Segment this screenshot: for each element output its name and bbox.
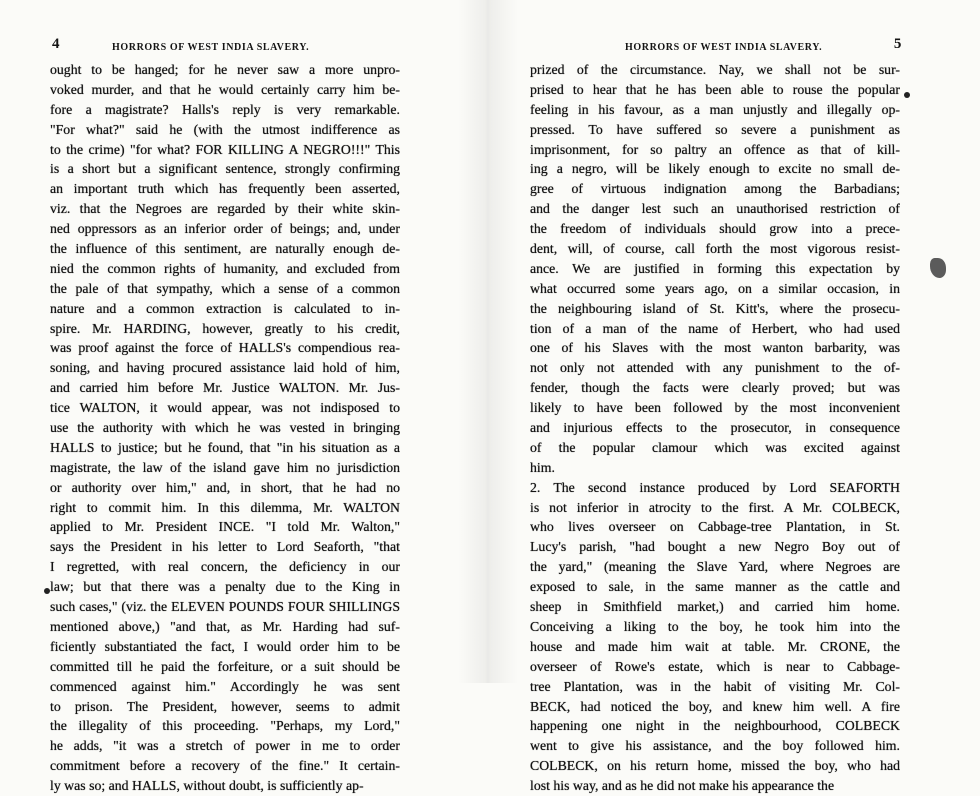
left-page — [0, 0, 470, 794]
text-line: the yard," (meaning the Slave Yard, where Negroes are — [530, 559, 900, 575]
left-running-head: HORRORS OF WEST INDIA SLAVERY. — [112, 42, 310, 53]
text-line: I regretted, with real concern, the deficiency in our — [50, 559, 400, 575]
text-line: magistrate, the law of the island gave him no jurisdiction — [50, 459, 400, 475]
scan-speck — [930, 258, 946, 278]
text-line: ly was so; and HALLS, without doubt, is sufficiently ap- — [50, 778, 364, 794]
text-line: exposed to sale, in the same manner as the cattle and — [530, 579, 900, 595]
text-line: happening one night in the neighbourhood, COLBECK — [530, 718, 900, 734]
text-line: tice WALTON, it would appear, was not indisposed to — [50, 400, 400, 416]
left-page-header — [52, 36, 402, 62]
text-line: right to commit him. In this dilemma, Mr. WALTON — [50, 499, 400, 515]
text-line: overseer of Rowe's estate, which is near to Cabbage- — [530, 658, 900, 674]
text-line: Conceiving a liking to the boy, he took him into the — [530, 618, 900, 634]
text-line: likely to have been followed by the most inconvenient — [530, 400, 900, 416]
text-line: sheep in Smithfield market,) and carried him home. — [530, 599, 900, 615]
right-page-body — [530, 60, 900, 796]
text-line: what occurred some years ago, on a similar occasion, in — [530, 280, 900, 296]
text-line: an important truth which has frequently been asserted, — [50, 181, 400, 197]
text-line: law; but that there was a penalty due to the King in — [50, 579, 400, 595]
text-line: voked murder, and that he would certainly carry him be- — [50, 81, 400, 97]
text-line: who lives overseer on Cabbage-tree Plantation, in St. — [530, 519, 900, 535]
text-line: prized of the circumstance. Nay, we shall not be sur- — [530, 62, 900, 77]
text-line: the illegality of this proceeding. "Perhaps, my Lord," — [50, 718, 400, 734]
text-line: soning, and having procured assistance laid hold of him, — [50, 360, 400, 376]
text-line: imprisonment, for so paltry an offence as that of kill- — [530, 141, 900, 157]
right-page — [500, 0, 980, 794]
text-line: he adds, "it was a stretch of power in me to order — [50, 738, 400, 754]
text-line: pressed. To have suffered so severe a punishment as — [530, 121, 900, 137]
text-line: to prison. The President, however, seems to admit — [50, 698, 400, 714]
text-line: HALLS to justice; but he found, that "in his situation as a — [50, 439, 400, 455]
text-line: such cases," (viz. the ELEVEN POUNDS FOUR SHILLINGS — [50, 599, 400, 615]
right-page-number: 5 — [893, 36, 902, 52]
right-running-head: HORRORS OF WEST INDIA SLAVERY. — [625, 42, 823, 53]
text-line: prised to hear that he has been able to rouse the popular — [530, 81, 900, 97]
text-line: ficiently substantiated the fact, I would order him to be — [50, 638, 400, 654]
text-line: gree of virtuous indignation among the Barbadians; — [530, 181, 900, 197]
text-line: fender, though the facts were clearly proved; but was — [530, 380, 900, 396]
text-line: viz. that the Negroes are regarded by their white skin- — [50, 201, 400, 217]
text-line: and injurious effects to the prosecutor, in consequence — [530, 420, 900, 436]
text-line: mentioned above,) "and that, as Mr. Harding had suf- — [50, 618, 400, 634]
text-line: the neighbouring island of St. Kitt's, where the prosecu- — [530, 300, 900, 316]
text-line: BECK, had noticed the boy, and knew him well. A fire — [530, 698, 900, 714]
text-line: fore a magistrate? Halls's reply is very remarkable. — [50, 101, 400, 117]
text-line: feeling in his favour, as a man unjustly and illegally op- — [530, 101, 900, 117]
left-page-number: 4 — [52, 36, 61, 52]
text-line: commitment before a recovery of the fine." It certain- — [50, 758, 400, 774]
text-line: the freedom of individuals should grow into a prece- — [530, 221, 900, 237]
ink-spot — [904, 92, 910, 98]
text-line: commenced against him." Accordingly he was sent — [50, 678, 400, 694]
text-line: not only not attended with any punishment to the of- — [530, 360, 900, 376]
text-line: "For what?" said he (with the utmost indifference as — [50, 121, 400, 137]
text-line: COLBECK, on his return home, missed the boy, who had — [530, 758, 900, 774]
text-line: tion of a man of the name of Herbert, who had used — [530, 320, 900, 336]
text-line: house and made him wait at table. Mr. CRONE, the — [530, 638, 900, 654]
text-line: is a short but a significant sentence, strongly confirming — [50, 161, 400, 177]
text-line: 2. The second instance produced by Lord SEAFORTH — [530, 479, 900, 495]
text-line: says the President in his letter to Lord Seaforth, "that — [50, 539, 400, 555]
text-line: is not inferior in atrocity to the first. A Mr. COLBECK, — [530, 499, 900, 515]
text-line: was proof against the force of HALLS's compendious rea- — [50, 340, 400, 356]
text-line: nature and a common extraction is calculated to in- — [50, 300, 400, 316]
text-line: committed till he paid the forfeiture, or a suit should be — [50, 658, 400, 674]
text-line: ance. We are justified in forming this expectation by — [530, 260, 900, 276]
text-line: ned oppressors as an inferior order of beings; and, under — [50, 221, 400, 237]
text-line: dent, will, of course, call forth the most vigorous resist- — [530, 241, 900, 257]
text-line: him. — [530, 459, 555, 475]
text-line: one of his Slaves with the most wanton barbarity, was — [530, 340, 900, 356]
text-line: of the popular clamour which was excited against — [530, 439, 900, 455]
text-line: tree Plantation, was in the habit of visiting Mr. Col- — [530, 678, 900, 694]
text-line: ought to be hanged; for he never saw a more unpro- — [50, 62, 400, 77]
text-line: went to give his assistance, and the boy followed him. — [530, 738, 900, 754]
text-line: use the authority with which he was vested in bringing — [50, 420, 400, 436]
text-line: the influence of this sentiment, are naturally enough de- — [50, 241, 400, 257]
left-page-body — [50, 60, 400, 796]
text-line: and carried him before Mr. Justice WALTON. Mr. Jus- — [50, 380, 400, 396]
ink-spot — [44, 588, 50, 594]
text-line: applied to Mr. President INCE. "I told Mr. Walton," — [50, 519, 400, 535]
right-page-header — [530, 36, 902, 62]
text-line: the pale of that sympathy, which a sense of a common — [50, 280, 400, 296]
text-line: or authority over him," and, in short, that he had no — [50, 479, 400, 495]
text-line: to the crime) "for what? FOR KILLING A NEGRO!!!" This — [50, 141, 400, 157]
text-line: nied the common rights of humanity, and excluded from — [50, 260, 400, 276]
text-line: and the danger lest such an unauthorised restriction of — [530, 201, 900, 217]
text-line: Lucy's parish, "had bought a new Negro Boy out of — [530, 539, 900, 555]
text-line: ing a negro, will be likely enough to excite no small de- — [530, 161, 900, 177]
text-line: lost his way, and as he did not make his appearance the — [530, 778, 835, 794]
text-line: spire. Mr. HARDING, however, greatly to his credit, — [50, 320, 400, 336]
